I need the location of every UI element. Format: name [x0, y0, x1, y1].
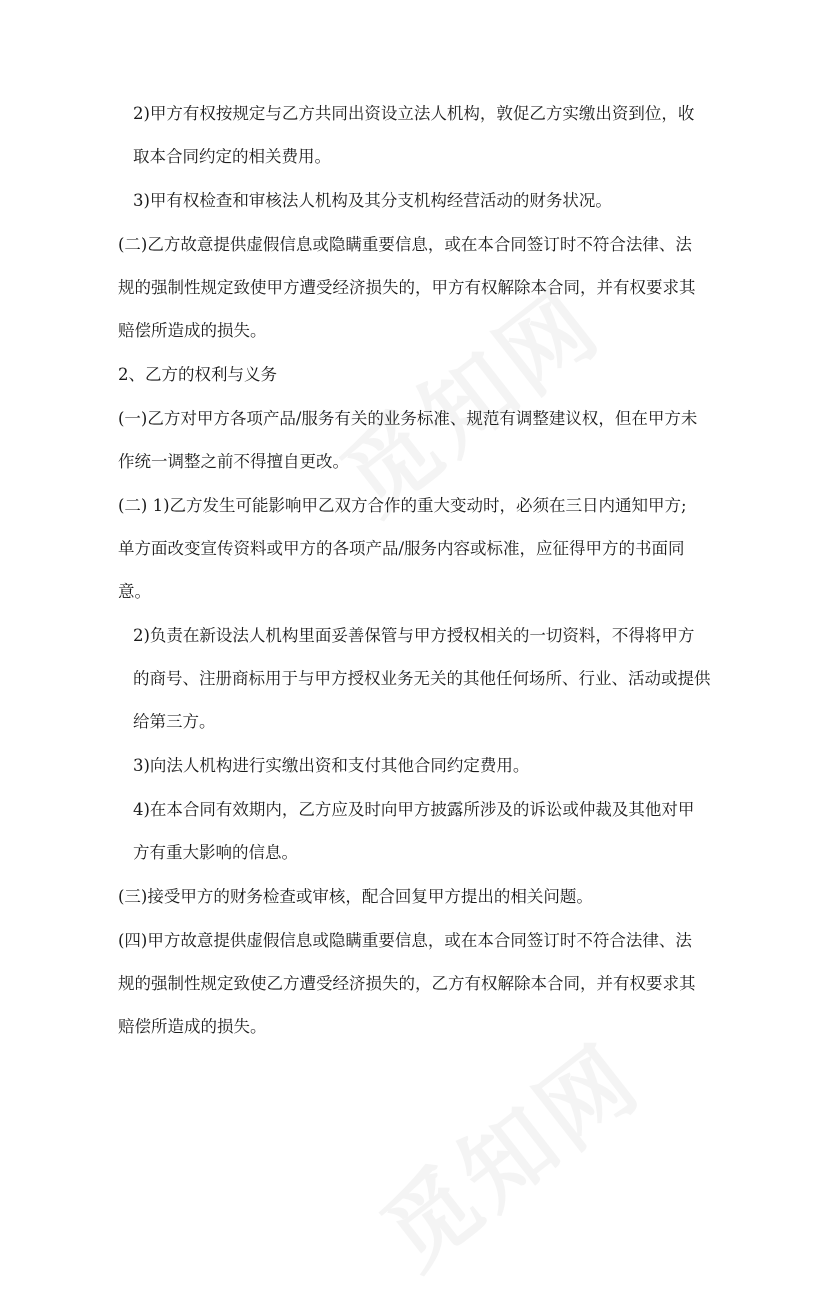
text-line: 作统一调整之前不得擅自更改。: [118, 452, 349, 471]
watermark: [351, 1008, 664, 1293]
paragraph: [118, 622, 718, 735]
line-gap: [133, 127, 718, 143]
line-gap: [118, 519, 718, 535]
text-line: 3)甲有权检查和审核法人机构及其分支机构经营活动的财务状况。: [133, 191, 612, 210]
text-line: 给第三方。: [133, 712, 216, 731]
paragraph: [118, 492, 718, 605]
paragraph-gap: [118, 388, 718, 405]
text-line: (三)接受甲方的财务检查或审核，配合回复甲方提出的相关问题。: [118, 887, 593, 906]
paragraph: [118, 187, 718, 214]
line-gap: [133, 823, 718, 839]
paragraph-gap: [118, 605, 718, 622]
paragraph-gap: [118, 170, 718, 187]
paragraph: [118, 231, 718, 344]
paragraph-gap: [118, 779, 718, 796]
document-body: [118, 100, 718, 1040]
line-gap: [118, 997, 718, 1013]
text-line: 2、乙方的权利与义务: [118, 365, 277, 384]
text-line: 4)在本合同有效期内，乙方应及时向甲方披露所涉及的诉讼或仲裁及其他对甲: [133, 800, 695, 819]
text-line: 赔偿所造成的损失。: [118, 1017, 267, 1036]
text-line: 取本合同约定的相关费用。: [133, 147, 331, 166]
paragraph-gap: [118, 344, 718, 361]
line-gap: [118, 258, 718, 274]
text-line: (四)甲方故意提供虚假信息或隐瞒重要信息，或在本合同签订时不符合法律、法: [118, 931, 692, 950]
paragraph-gap: [118, 735, 718, 752]
line-gap: [118, 432, 718, 448]
paragraph: [118, 927, 718, 1040]
line-gap: [118, 954, 718, 970]
paragraph-gap: [118, 214, 718, 231]
paragraph-gap: [118, 910, 718, 927]
text-line: (一)乙方对甲方各项产品/服务有关的业务标准、规范有调整建议权，但在甲方未: [118, 409, 698, 428]
text-line: 2)负责在新设法人机构里面妥善保管与甲方授权相关的一切资料，不得将甲方: [133, 626, 695, 645]
text-line: 规的强制性规定致使乙方遭受经济损失的，乙方有权解除本合同，并有权要求其: [118, 974, 696, 993]
paragraph: [118, 405, 718, 475]
paragraph-gap: [118, 475, 718, 492]
text-line: (二) 1)乙方发生可能影响甲乙双方合作的重大变动时，必须在三日内通知甲方;: [118, 496, 687, 515]
text-line: 方有重大影响的信息。: [133, 843, 298, 862]
line-gap: [133, 692, 718, 708]
text-line: 意。: [118, 582, 151, 601]
paragraph: [118, 361, 718, 388]
text-line: 2)甲方有权按规定与乙方共同出资设立法人机构，敦促乙方实缴出资到位，收: [133, 104, 695, 123]
text-line: 单方面改变宣传资料或甲方的各项产品/服务内容或标准，应征得甲方的书面同: [118, 539, 685, 558]
line-gap: [133, 649, 718, 665]
text-line: 规的强制性规定致使甲方遭受经济损失的，甲方有权解除本合同，并有权要求其: [118, 278, 696, 297]
text-line: 的商号、注册商标用于与甲方授权业务无关的其他任何场所、行业、活动或提供: [133, 669, 711, 688]
text-line: (二)乙方故意提供虚假信息或隐瞒重要信息，或在本合同签订时不符合法律、法: [118, 235, 692, 254]
paragraph: [118, 883, 718, 910]
text-line: 3)向法人机构进行实缴出资和支付其他合同约定费用。: [133, 756, 530, 775]
line-gap: [118, 301, 718, 317]
text-line: 赔偿所造成的损失。: [118, 321, 267, 340]
paragraph: [118, 752, 718, 779]
paragraph: [118, 100, 718, 170]
paragraph-gap: [118, 866, 718, 883]
paragraph: [118, 796, 718, 866]
line-gap: [118, 562, 718, 578]
